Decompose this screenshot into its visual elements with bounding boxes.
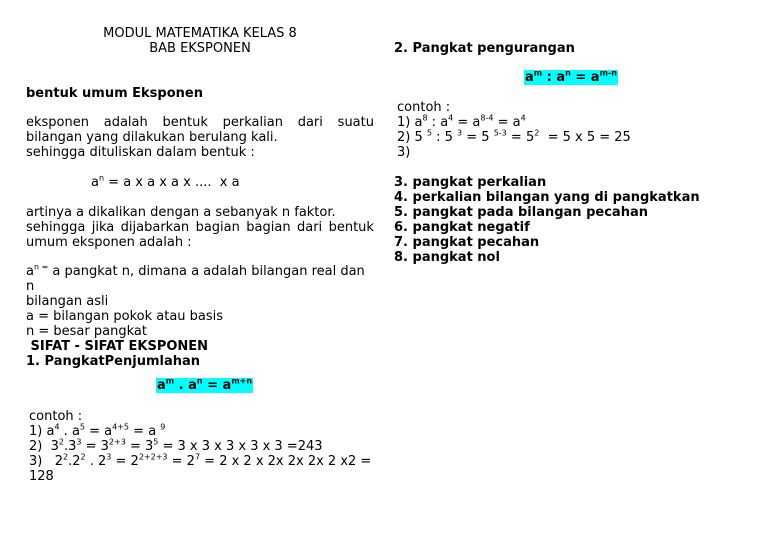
list-item: 6. pangkat negatif (394, 220, 530, 235)
main-formula: $a^n = a$ x a x a x .... x a (91, 173, 240, 190)
highlighted-formula: $a^m$ . $a^n = a^{m+n}$ (157, 376, 253, 393)
intro-line-3: sehingga dituliskan dalam bentuk : (26, 145, 255, 160)
definition-line-1: $a^{n =}$ a pangkat n, dimana a adalah bilangan real dan n (26, 262, 365, 294)
example-line-2: 2) $3^2.3^3 = 3^{2+3} = 3^5 = 3$ x 3 x 3 x 3 x 3 =243 (29, 437, 323, 454)
meaning-paragraph (26, 205, 374, 250)
definition-block (26, 264, 376, 339)
chapter-title: BAB EKSPONEN (149, 41, 251, 56)
intro-word: perkalian (222, 115, 283, 130)
rule-1-examples (29, 409, 374, 484)
example-line-3: 3) (397, 145, 411, 160)
intro-word: dari (297, 115, 323, 130)
example-line-1: 1) $a^8$ : $a^4 = a^{8-4} = a^4$ (397, 113, 526, 130)
intro-paragraph (26, 115, 374, 160)
meaning-word: bentuk (328, 220, 374, 235)
properties-list (394, 175, 700, 265)
intro-line-1 (26, 115, 374, 130)
meaning-line-1: artinya a dikalikan dengan a sebanyak n faktor. (26, 205, 336, 220)
meaning-word: jika (91, 220, 115, 235)
module-title: MODUL MATEMATIKA KELAS 8 (103, 26, 297, 41)
meaning-word: bagian (246, 220, 291, 235)
definition-line-4: n = besar pangkat (26, 324, 147, 339)
definition-line-3: a = bilangan pokok atau basis (26, 309, 224, 324)
list-item: 4. perkalian bilangan yang di pangkatkan (394, 190, 700, 205)
definition-line-2: bilangan asli (26, 294, 109, 309)
rule-2-title: 2. Pangkat pengurangan (394, 41, 575, 56)
rule-1-title: 1. PangkatPenjumlahan (26, 354, 201, 369)
intro-word: adalah (103, 115, 148, 130)
list-item: 7. pangkat pecahan (394, 235, 540, 250)
example-line-2: 2) 5 $^5$ : 5 $^3$ = 5 $^{5-3} = 5^2 = 5$ x 5 = 25 (397, 128, 631, 145)
example-line-3-continued: 128 (29, 469, 54, 484)
list-item: 3. pangkat perkalian (394, 175, 547, 190)
intro-word: eksponen (26, 115, 89, 130)
example-line-1: 1) $a^4$ . $a^5 = a^{4+5} = a$ $^9$ (29, 422, 166, 439)
intro-word: bentuk (162, 115, 208, 130)
meaning-line-2 (26, 220, 374, 235)
rule-2-formula (524, 70, 618, 85)
list-item: 8. pangkat nol (394, 250, 500, 265)
document-header (0, 26, 400, 56)
section-heading-properties: SIFAT - SIFAT EKSPONEN (26, 339, 209, 354)
intro-line-2: bilangan yang dilakukan berulang kali. (26, 130, 278, 145)
intro-word: suatu (337, 115, 374, 130)
highlighted-formula: $a^m$ : $a^n = a^{m-n}$ (525, 68, 617, 85)
meaning-word: bagian (195, 220, 240, 235)
example-line-3: 3) $2^2.2^2$ . $2^3 = 2^{2+2+3} = 2^7 = 2$ x 2 x 2x 2x 2x 2 x2 = (29, 452, 372, 469)
section-heading-general-form: bentuk umum Eksponen (26, 86, 203, 101)
rule-1-formula (156, 378, 253, 393)
meaning-word: sehingga (26, 220, 86, 235)
meaning-word: dijabarkan (120, 220, 190, 235)
example-label: contoh : (29, 409, 83, 424)
example-label: contoh : (397, 100, 451, 115)
list-item: 5. pangkat pada bilangan pecahan (394, 205, 648, 220)
meaning-word: dari (296, 220, 323, 235)
rule-2-examples (397, 100, 631, 160)
meaning-line-3: umum eksponen adalah : (26, 235, 192, 250)
